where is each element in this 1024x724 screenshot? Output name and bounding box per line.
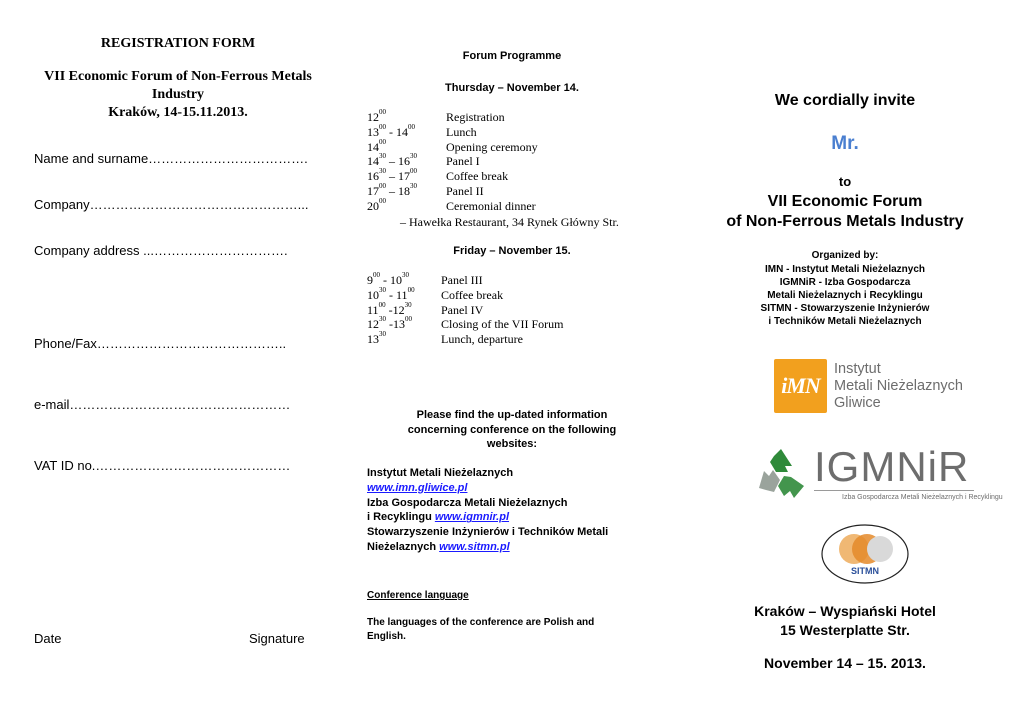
schedule-row — [367, 332, 667, 347]
language-title: Conference language — [367, 590, 469, 601]
schedule-time: $13^{30}$ — [367, 330, 386, 347]
event-dates: November 14 – 15. 2013. — [764, 655, 926, 671]
imn-logo-mark-text: iMN — [781, 373, 820, 398]
invite-text: We cordially invite — [774, 92, 916, 109]
igmnir-logo-name: IGMNiR — [814, 443, 970, 490]
organizer-item: IMN - Instytut Metali Nieżelaznych — [764, 264, 926, 275]
forum-heading — [0, 68, 356, 122]
forum-name-line-1: VII Economic Forum — [767, 193, 923, 210]
registration-form-panel — [0, 0, 350, 724]
forum-name — [680, 192, 1010, 232]
schedule-label: Panel III — [441, 273, 483, 287]
phone-fax-field[interactable]: Phone/Fax…………………………………….. — [34, 336, 287, 351]
imn-logo-mark — [774, 359, 827, 413]
imn-logo-line-1: Instytut — [834, 361, 881, 377]
info-block — [360, 408, 664, 452]
org-igmnir: Izba Gospodarcza Metali Nieżelaznych — [367, 496, 568, 509]
imn-logo-text — [834, 361, 963, 412]
schedule-label: Panel II — [446, 183, 484, 198]
day2-schedule — [367, 273, 667, 347]
organizer-item: Metali Nieżelaznych i Recyklingu — [767, 290, 923, 301]
schedule-label: Panel I — [446, 154, 480, 169]
recycle-icon — [754, 446, 808, 500]
venue-line-2: 15 Westerplatte Str. — [780, 622, 910, 638]
schedule-label: Opening ceremony — [446, 139, 538, 154]
language-line-2: English. — [367, 630, 406, 642]
place-date: Kraków, 14-15.11.2013. — [108, 105, 248, 120]
org-imn: Instytut Metali Nieżelaznych — [367, 467, 514, 479]
schedule-time: $9^{00} - 10^{30}$ — [367, 271, 409, 287]
schedule-time: $10^{30} - 11^{00}$ — [367, 285, 415, 302]
igmnir-logo-divider — [814, 490, 974, 491]
link-igmnir[interactable]: www.igmnir.pl — [434, 511, 510, 524]
company-address-field[interactable]: Company address ...…………………………. — [34, 243, 288, 258]
imn-logo-line-3: Gliwice — [834, 395, 881, 411]
link-imn[interactable]: www.imn.gliwice.pl — [367, 481, 468, 494]
org-sitmn-cont: Nieżelaznych — [367, 540, 440, 553]
websites-list — [367, 466, 667, 555]
schedule-time: $14^{30} - 16^{30}$ — [367, 152, 417, 169]
organizer-item: SITMN - Stowarzyszenie Inżynierów — [760, 303, 930, 314]
day1-schedule — [367, 110, 667, 214]
company-field[interactable]: Company…………………………………………... — [34, 197, 309, 212]
invitation-panel — [680, 0, 1024, 724]
info-line-1: Please find the up-dated information — [416, 409, 608, 421]
form-title: REGISTRATION FORM — [100, 36, 256, 51]
venue — [680, 602, 1010, 640]
dinner-place: – Hawełka Restaurant, 34 Rynek Główny Str. — [400, 215, 619, 229]
schedule-time: $16^{30} - 17^{00}$ — [367, 167, 417, 184]
schedule-row — [367, 300, 667, 318]
info-line-3: websites: — [486, 438, 538, 450]
info-line-2: concerning conference on the following — [407, 423, 617, 436]
email-field[interactable]: e-mail…………………………………………… — [34, 397, 291, 412]
venue-line-1: Kraków – Wyspiański Hotel — [754, 603, 936, 619]
language-line-1: The languages of the conference are Polish and — [367, 617, 595, 628]
name-field[interactable]: Name and surname………………………………. — [34, 151, 308, 166]
schedule-row — [367, 317, 667, 332]
sitmn-logo — [820, 524, 910, 586]
schedule-time: $13^{00} - 14^{00}$ — [367, 122, 415, 139]
schedule-row — [367, 196, 667, 214]
imn-logo-line-2: Metali Nieżelaznych — [834, 378, 963, 394]
schedule-label: Coffee break — [446, 169, 509, 184]
recipient-title: Mr. — [831, 133, 859, 154]
schedule-label: Registration — [446, 110, 505, 124]
link-sitmn[interactable]: www.sitmn.pl — [439, 540, 510, 553]
schedule-label: Lunch — [446, 124, 477, 139]
schedule-row — [367, 122, 667, 140]
date-label: Date — [34, 631, 62, 646]
signature-label: Signature — [249, 631, 305, 646]
imn-logo — [774, 359, 978, 415]
schedule-time: $11^{00}$ $-12^{30}$ — [367, 300, 412, 317]
forum-line-1: VII Economic Forum of Non-Ferrous Metals — [44, 69, 312, 84]
programme-title: Forum Programme — [462, 50, 562, 62]
schedule-row — [367, 285, 667, 303]
schedule-label: Lunch, departure — [441, 332, 523, 347]
language-text — [367, 616, 594, 643]
schedule-time: $20^{00}$ — [367, 196, 386, 213]
schedule-time: $12^{30}$ $-13^{00}$ — [367, 315, 412, 332]
organizer-item: IGMNiR - Izba Gospodarcza — [779, 277, 911, 288]
schedule-label: Coffee break — [441, 287, 504, 302]
vat-id-field[interactable]: VAT ID no.……………………………………… — [34, 458, 291, 473]
schedule-time: $14^{00}$ — [367, 137, 386, 154]
day1-title: Thursday – November 14. — [445, 82, 579, 94]
organizers-list — [680, 263, 1010, 328]
org-igmnir-cont: i Recyklingu — [367, 511, 435, 524]
schedule-time: $12^{00}$ — [367, 108, 386, 124]
to-text: to — [838, 174, 852, 189]
org-sitmn: Stowarzyszenie Inżynierów i Techników Metali — [367, 526, 609, 539]
schedule-label: Closing of the VII Forum — [441, 317, 564, 332]
schedule-time: $17^{00} - 18^{30}$ — [367, 181, 417, 198]
day2-title: Friday – November 15. — [453, 245, 571, 257]
organizer-item: i Techników Metali Nieżelaznych — [768, 316, 922, 327]
schedule-label: Panel IV — [441, 302, 484, 317]
organized-by-label: Organized by: — [811, 250, 879, 261]
forum-line-2: Industry — [151, 87, 205, 102]
sitmn-logo-name: SITMN — [851, 566, 879, 576]
igmnir-logo-subtitle: Izba Gospodarcza Metali Nieżelaznych i Recyklingu — [842, 494, 1003, 501]
schedule-row — [367, 181, 667, 199]
forum-name-line-2: of Non-Ferrous Metals Industry — [726, 213, 964, 230]
programme-panel — [360, 0, 660, 724]
igmnir-logo — [754, 443, 1003, 510]
schedule-label: Ceremonial dinner — [446, 198, 536, 213]
